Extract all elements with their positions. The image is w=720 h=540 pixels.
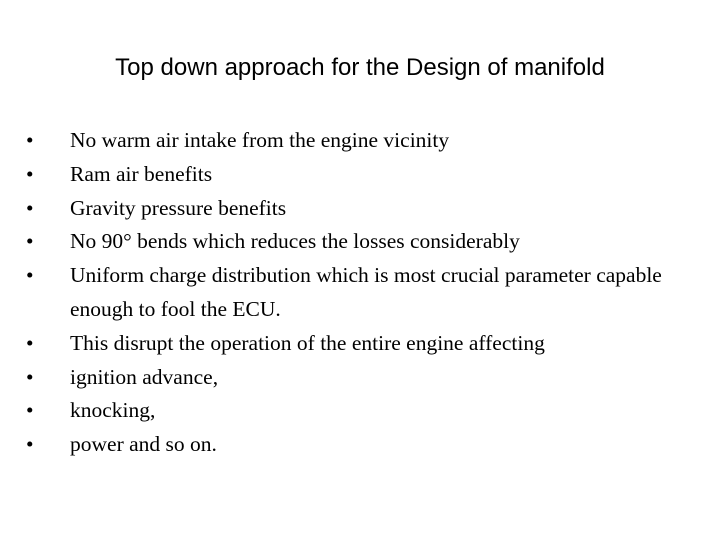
bullet-icon: • bbox=[26, 195, 34, 220]
list-item bbox=[26, 192, 676, 226]
bullet-text: Uniform charge distribution which is most crucial parameter capable enough to fool the ECU. bbox=[70, 263, 662, 321]
bullet-text: ignition advance, bbox=[70, 364, 219, 389]
bullet-text: No warm air intake from the engine vicinity bbox=[70, 128, 450, 152]
bullet-icon: • bbox=[26, 229, 34, 254]
list-item bbox=[26, 259, 676, 327]
list-item bbox=[26, 124, 676, 158]
bullet-icon: • bbox=[26, 432, 34, 457]
bullet-text: Gravity pressure benefits bbox=[70, 195, 287, 220]
bullet-text: power and so on. bbox=[70, 432, 217, 457]
bullet-icon: • bbox=[26, 398, 34, 423]
bullet-text: This disrupt the operation of the entire engine affecting bbox=[70, 330, 545, 355]
list-item bbox=[26, 361, 676, 395]
bullet-list bbox=[26, 124, 676, 462]
bullet-icon: • bbox=[26, 263, 34, 288]
list-item bbox=[26, 158, 676, 192]
slide-title: Top down approach for the Design of manifold bbox=[115, 54, 605, 81]
list-item bbox=[26, 225, 676, 259]
bullet-text: No 90° bends which reduces the losses considerably bbox=[70, 229, 520, 254]
bullet-icon: • bbox=[26, 161, 34, 186]
bullet-text: knocking, bbox=[70, 398, 156, 423]
bullet-icon: • bbox=[26, 330, 34, 355]
list-item bbox=[26, 394, 676, 428]
bullet-icon: • bbox=[26, 128, 34, 152]
bullet-text: Ram air benefits bbox=[70, 161, 213, 186]
list-item bbox=[26, 327, 676, 361]
list-item bbox=[26, 428, 676, 462]
bullet-icon: • bbox=[26, 364, 34, 389]
